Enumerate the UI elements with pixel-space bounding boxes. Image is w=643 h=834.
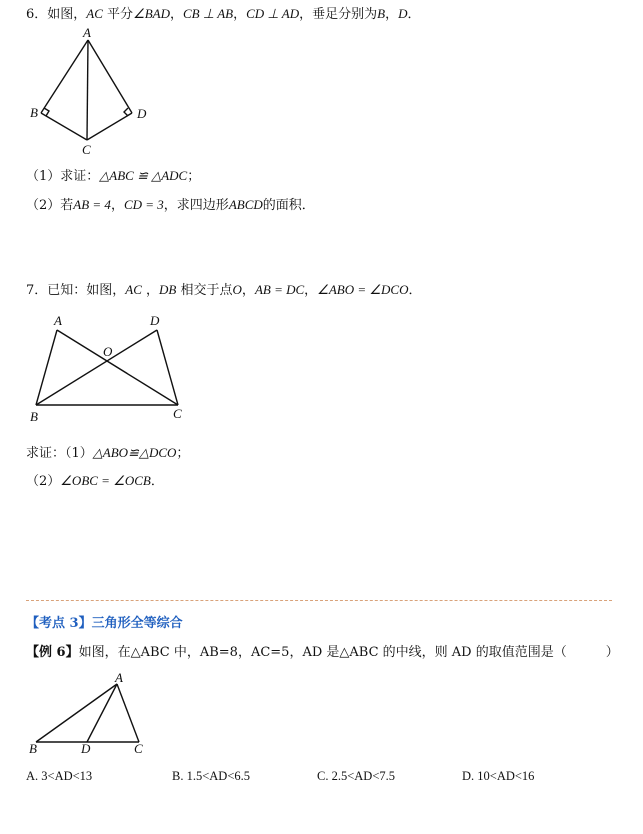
ex6-option-c[interactable]: C. 2.5<AD<7.5	[317, 769, 395, 783]
ex6-label-a: A	[115, 670, 123, 685]
q7-label-o: O	[103, 344, 113, 359]
q6-label-d: D	[137, 106, 147, 121]
ex6-option-b[interactable]: B. 1.5<AD<6.5	[172, 769, 250, 783]
q6-label-b: B	[30, 105, 38, 120]
q7-label-b: B	[30, 409, 38, 424]
q7-label-c: C	[173, 406, 182, 421]
ex6-label-c: C	[134, 741, 143, 756]
ex6-label-d: D	[81, 741, 91, 756]
q7-label-a: A	[54, 313, 62, 328]
q6-label-a: A	[83, 25, 91, 40]
q7-stem: 7．已知：如图，AC ，DB 相交于点O，AB = DC，∠ABO = ∠DCO．	[26, 282, 422, 298]
ex6-option-a[interactable]: A. 3<AD<13	[26, 769, 93, 783]
q6-part1: （1）求证：△ABC ≌ △ADC；	[26, 168, 201, 184]
ex6-stem: 【例 6】如图，在△ABC 中，AB=8，AC=5，AD 是△ABC 的中线，则 AD 的取值范围是（ ）	[26, 645, 619, 660]
q6-label-c: C	[82, 142, 91, 157]
q6-part2: （2）若AB = 4，CD = 3，求四边形ABCD的面积．	[26, 197, 315, 213]
q7-label-d: D	[150, 313, 160, 328]
q7-proof: 求证：（1）△ABO≌△DCO；	[26, 445, 190, 461]
q6-stem: 6．如图，AC 平分∠BAD，CB ⊥ AB，CD ⊥ AD，垂足分别为B，D．	[26, 6, 421, 22]
ex6-label-b: B	[29, 741, 37, 756]
section-tag: 【考点 3】三角形全等综合	[26, 616, 183, 631]
q7-part2: （2）∠OBC = ∠OCB．	[26, 473, 164, 489]
ex6-option-d[interactable]: D. 10<AD<16	[462, 769, 535, 783]
